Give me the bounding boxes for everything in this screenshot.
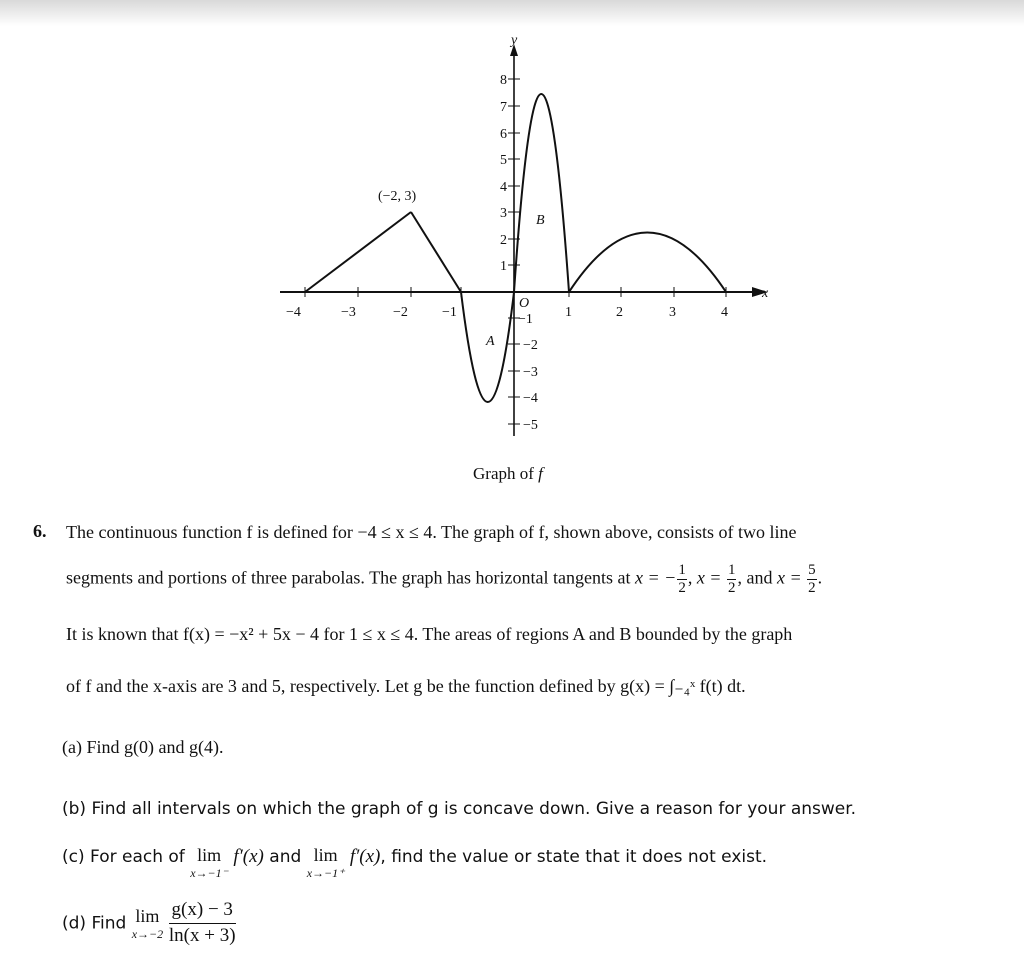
part-a: (a) Find g(0) and g(4). [62,737,224,757]
y-tick-label: 3 [500,206,507,221]
x-tick-label: 2 [616,305,623,320]
question-line-3: It is known that f(x) = −x² + 5x − 4 for 1 ≤ x ≤ 4. The areas of regions A and B bounded by the graph [66,624,793,644]
question-number: 6. [33,521,47,541]
part-d: (d) Find lim x→−2 $\frac{g(x) - 3}{\ln(x + 3)}$ [62,899,236,946]
curve-f [305,94,726,402]
limit-d: lim x→−2 [131,905,164,941]
question-line-2: segments and portions of three parabolas. The graph has horizontal tangents at x = − $\frac{1}{2}$ , x = $\frac{1}{2}$ , and x = $\frac{5}{2}$ . [66,562,823,596]
x-tick-label: −1 [442,305,457,320]
x-tick-label: −4 [286,305,301,320]
x-eq-2: x = [696,567,722,588]
x-eq-1: x = − [635,567,677,588]
y-tick-label: −2 [523,338,538,353]
graph-caption [473,464,545,483]
f-prime-2: f′(x) [349,846,381,867]
y-tick-label: 1 [500,259,507,274]
y-tick-label: 5 [500,153,507,168]
y-tick-label: −1 [518,312,533,327]
y-tick-label: 8 [500,73,507,88]
part-c: (c) For each of lim x→−1⁻ f′(x) and lim x→−1⁺ f′(x), find the value or state that it does not exist. [62,845,768,880]
segment-2 [411,212,461,292]
y-axis-label: y [511,33,518,48]
question-line-1: The continuous function f is defined for −4 ≤ x ≤ 4. The graph of f, shown above, consists of two line [66,522,797,542]
origin-label: O [519,296,530,311]
y-tick-label: 2 [500,233,507,248]
y-tick-label: 6 [500,127,507,142]
x-axis-label: x [762,286,769,301]
part-b: (b) Find all intervals on which the graph of g is concave down. Give a reason for your answer. [62,799,857,819]
point-label: (−2, 3) [378,189,417,204]
y-tick-label: −3 [523,365,538,380]
limit-left: lim x→−1⁻ [190,845,228,880]
y-tick-label: −5 [523,418,538,433]
x-tick-label: −3 [341,305,356,320]
fraction-five-halves: $\frac{5}{2}$ [808,562,816,596]
x-eq-3: x = [776,567,802,588]
question-line-4: of f and the x-axis are 3 and 5, respectively. Let g be the function defined by g(x) = ∫₋₄ˣ f(t) dt. [66,676,746,696]
parabola-c [569,233,726,293]
graph-mark: Graph of [473,464,534,483]
region-a-label: A [486,334,495,349]
y-tick-label: 4 [500,180,507,195]
x-tick-label: 4 [721,305,728,320]
fraction-one-half: $\frac{1}{2}$ [678,562,686,596]
parabola-b [514,94,569,292]
x-tick-label: 1 [565,305,572,320]
x-tick-label: −2 [393,305,408,320]
limit-right: lim x→−1⁺ [306,845,345,880]
region-b-label: B [536,213,545,228]
y-tick-label: −4 [523,391,538,406]
graph-mark: f [538,464,543,483]
limit-fraction: $\frac{g(x) - 3}{\ln(x + 3)}$ [168,899,236,946]
fraction-one-half: $\frac{1}{2}$ [727,562,736,596]
x-tick-label: 3 [669,305,676,320]
y-tick-label: 7 [500,100,507,115]
segment-1 [305,212,411,292]
line-2-text: segments and portions of three parabolas. The graph has horizontal tangents at [66,567,631,588]
f-prime-1: f′(x) [233,846,264,867]
